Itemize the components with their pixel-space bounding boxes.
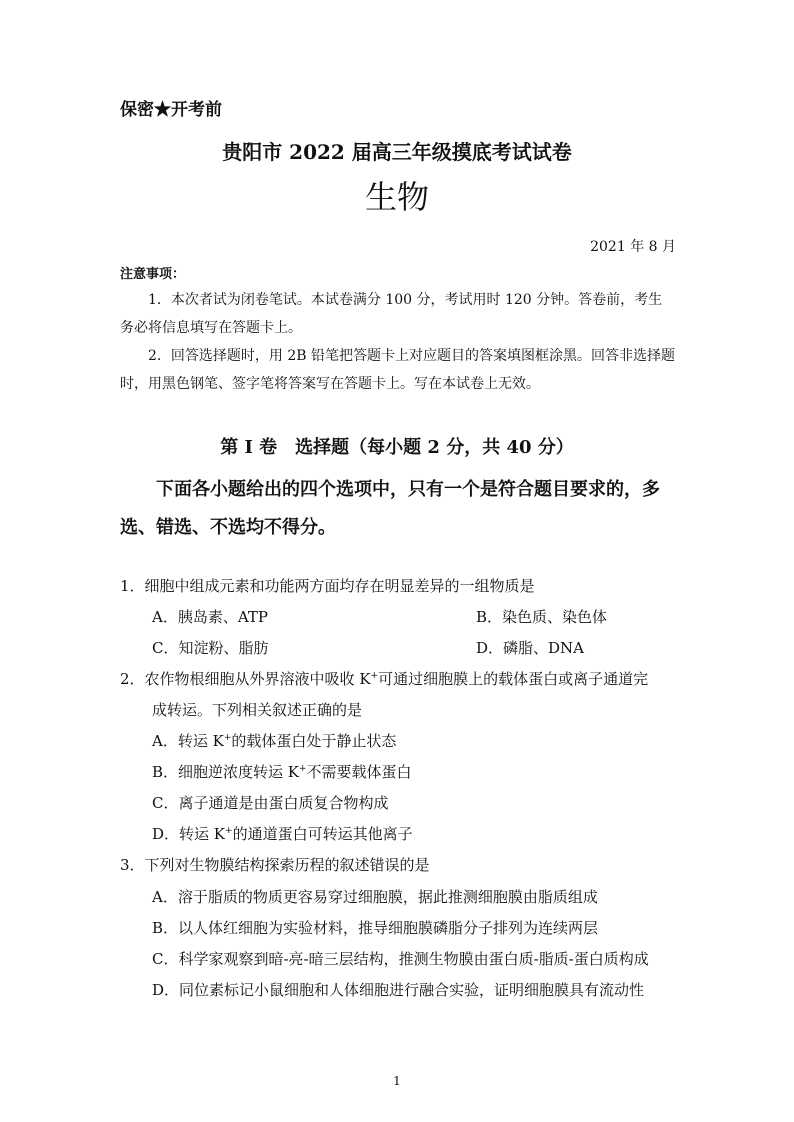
question-1-option-b: B．染色质、染色体 xyxy=(476,608,608,626)
notice-heading: 注意事项： xyxy=(120,267,186,282)
question-3-option-b: B．以人体红细胞为实验材料，推导细胞膜磷脂分子排列为连续两层 xyxy=(152,919,599,937)
question-2-option-a xyxy=(152,730,396,751)
confidential-label: 保密★开考前 xyxy=(120,100,222,120)
page-number: 1 xyxy=(393,1074,401,1088)
q2-d-post: 的通道蛋白可转运其他离子 xyxy=(232,825,413,843)
q2-d-pre: D．转运 K xyxy=(152,825,226,843)
question-2-stem-line2: 成转运。下列相关叙述正确的是 xyxy=(152,701,363,719)
q2-a-pre: A．转运 K xyxy=(152,732,224,750)
question-1-stem: 1．细胞中组成元素和功能两方面均存在明显差异的一组物质是 xyxy=(120,577,535,595)
q2-b-post: 不需要载体蛋白 xyxy=(306,763,412,781)
question-2-stem xyxy=(120,668,648,689)
question-3-option-d: D．同位素标记小鼠细胞和人体细胞进行融合实验，证明细胞膜具有流动性 xyxy=(152,981,645,999)
q2-d-sup: + xyxy=(225,826,233,836)
q2-a-post: 的载体蛋白处于静止状态 xyxy=(231,732,397,750)
q2-b-pre: B．细胞逆浓度转运 K xyxy=(152,763,299,781)
q2-b-sup: + xyxy=(299,764,307,774)
notice-item-2 xyxy=(120,342,675,398)
question-1-option-d: D．磷脂、DNA xyxy=(476,639,585,657)
exam-date: 2021 年 8 月 xyxy=(590,239,676,255)
notice-item-2-text: 2．回答选择题时，用 2B 铅笔把答题卡上对应题目的答案填图框涂黑。回答非选择题时，用黑色钢笔、签字笔将答案写在答题卡上。写在本试卷上无效。 xyxy=(120,348,676,392)
section-instruction-text: 下面各小题给出的四个选项中，只有一个是符合题目要求的，多选、错选、不选均不得分。 xyxy=(120,479,660,538)
q2-stem-pre: 2．农作物根细胞从外界溶液中吸收 K xyxy=(120,670,371,688)
notice-item-1-text: 1．本次者试为闭卷笔试。本试卷满分 100 分，考试用时 120 分钟。答卷前，考生务必将信息填写在答题卡上。 xyxy=(120,292,663,336)
notice-item-1 xyxy=(120,286,675,342)
question-1-option-a: A．胰岛素、ATP xyxy=(152,608,268,626)
question-2-option-b xyxy=(152,761,412,782)
section-instruction xyxy=(120,471,680,547)
question-2-option-d xyxy=(152,823,413,844)
q2-superscript: + xyxy=(370,671,379,681)
question-1-option-c: C．知淀粉、脂肪 xyxy=(152,639,269,657)
subject-title: 生物 xyxy=(364,178,429,216)
q2-a-sup: + xyxy=(223,733,232,743)
section-title: 第 I 卷 选择题（每小题 2 分，共 40 分） xyxy=(220,437,574,458)
question-3-option-a: A．溶于脂质的物质更容易穿过细胞膜，据此推测细胞膜由脂质组成 xyxy=(152,888,598,906)
q2-stem-post: 可通过细胞膜上的载体蛋白或离子通道完 xyxy=(378,670,649,688)
question-3-option-c: C．科学家观察到暗-亮-暗三层结构，推测生物膜由蛋白质-脂质-蛋白质构成 xyxy=(152,950,649,968)
exam-title: 贵阳市 2022 届高三年级摸底考试试卷 xyxy=(222,140,572,164)
question-3-stem: 3．下列对生物膜结构探索历程的叙述错误的是 xyxy=(120,856,430,874)
question-2-option-c: C．离子通道是由蛋白质复合物构成 xyxy=(152,794,389,812)
